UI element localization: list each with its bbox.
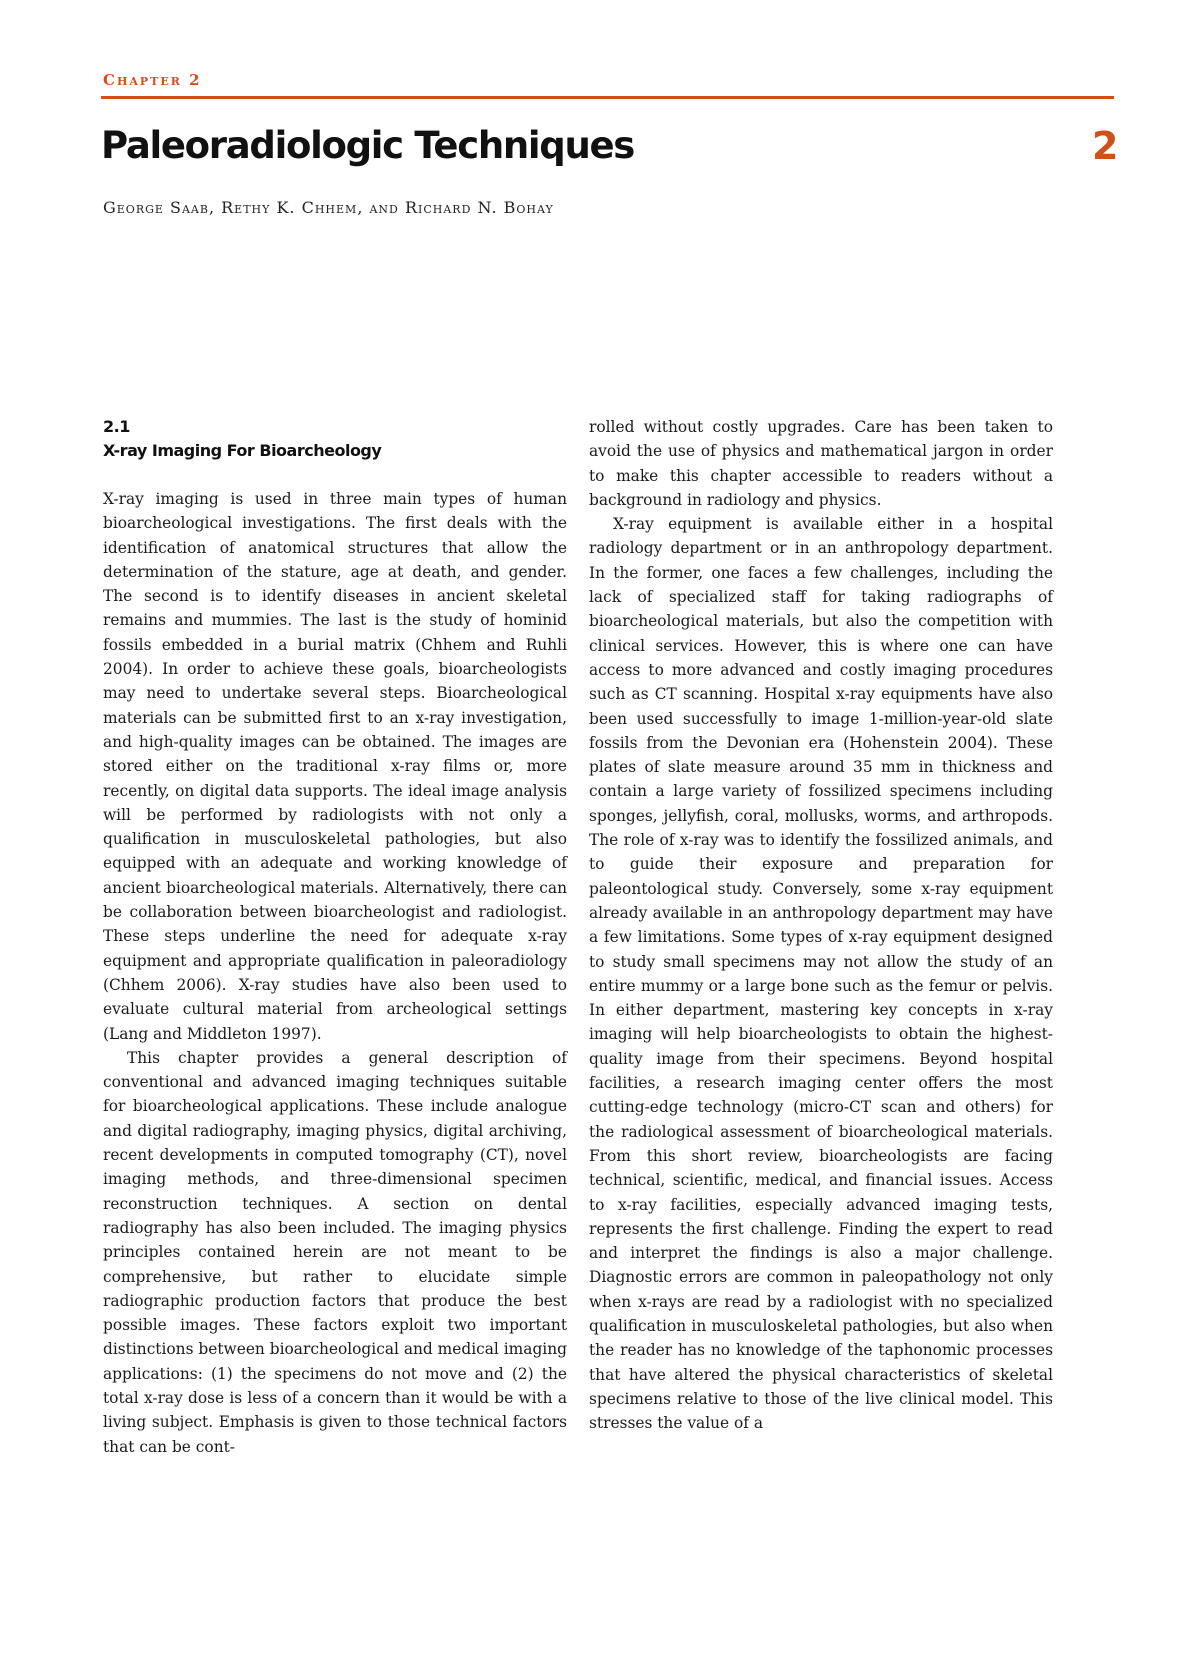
authors: George Saab, Rethy K. Chhem, and Richard N. Bohay	[103, 198, 554, 217]
chapter-title: Paleoradiologic Techniques	[101, 124, 635, 167]
paragraph: This chapter provides a general description of conventional and advanced imaging techniques suitable for bioarcheological applications. These include analogue and digital radiography, imaging physics, digital archiving, recent developments in computed tomography (CT), novel imaging methods, and three-dimensional specimen reconstruction techniques. A section on dental radiography has also been included. The imaging physics principles contained herein are not meant to be comprehensive, but rather to elucidate simple radiographic production factors that produce the best possible images. These factors exploit two important distinctions between bioarcheological and medical imaging applications: (1) the specimens do not move and (2) the total x-ray dose is less of a concern than it would be with a living subject. Emphasis is given to those technical factors that can be cont-	[103, 1048, 567, 1456]
header-rule	[101, 96, 1114, 99]
paragraph: rolled without costly upgrades. Care has been taken to avoid the use of physics and mathematical jargon in order to make this chapter accessible to readers without a background in radiology and physics.	[589, 418, 1053, 509]
section-number: 2.1	[103, 417, 130, 436]
chapter-number: 2	[1092, 124, 1119, 168]
paragraph: X-ray equipment is available either in a hospital radiology department or in an anthropology department. In the former, one faces a few challenges, including the lack of specialized staff for taking radiographs of bioarcheological materials, but also the competition with clinical services. However, this is where one can have access to more advanced and costly imaging procedures such as CT scanning. Hospital x-ray equipments have also been used successfully to image 1-million-year-old slate fossils from the Devonian era (Hohenstein 2004). These plates of slate measure around 35 mm in thickness and contain a large variety of fossilized specimens including sponges, jellyfish, coral, mollusks, worms, and arthropods. The role of x-ray was to identify the fossilized animals, and to guide their exposure and preparation for paleontological study. Conversely, some x-ray equipment already available in an anthropology department may have a few limitations. Some types of x-ray equipment designed to study small specimens may not allow the study of an entire mummy or a large bone such as the femur or pelvis. In either department, mastering key concepts in x-ray imaging will help bioarcheologists to obtain the highest-quality image from their specimens. Beyond hospital facilities, a research imaging center offers the most cutting-edge technology (micro-CT scan and others) for the radiological assessment of bioarcheological materials. From this short review, bioarcheologists are facing technical, scientific, medical, and financial issues. Access to x-ray facilities, especially advanced imaging tests, represents the first challenge. Finding the expert to read and interpret the findings is also a major challenge. Diagnostic errors are common in paleopathology not only when x-rays are read by a radiologist with no specialized qualification in musculoskeletal pathologies, but also when the reader has no knowledge of the taphonomic processes that have altered the physical characteristics of skeletal specimens relative to those of the live clinical model. This stresses the value of a	[589, 515, 1053, 1433]
paragraph: X-ray imaging is used in three main types of human bioarcheological investigations. The first deals with the identification of anatomical structures that allow the determination of the stature, age at death, and gender. The second is to identify diseases in ancient skeletal remains and mummies. The last is the study of hominid fossils embedded in a burial matrix (Chhem and Ruhli 2004). In order to achieve these goals, bioarcheologists may need to undertake several steps. Bioarcheological materials can be submitted first to an x-ray investigation, and high-quality images can be obtained. The images are stored either on the traditional x-ray films or, more recently, on digital data supports. The ideal image analysis will be performed by radiologists with not only a qualification in musculoskeletal pathologies, but also equipped with an adequate and working knowledge of ancient bioarcheological materials. Alternatively, there can be collaboration between bioarcheologist and radiologist. These steps underline the need for adequate x-ray equipment and appropriate qualification in paleoradiology (Chhem 2006). X-ray studies have also been used to evaluate cultural material from archeological settings (Lang and Middleton 1997).	[103, 490, 567, 1043]
chapter-label: Chapter 2	[103, 71, 202, 89]
left-column	[103, 415, 567, 1459]
right-column	[589, 415, 1053, 1435]
section-title: X-ray Imaging For Bioarcheology	[103, 441, 382, 460]
